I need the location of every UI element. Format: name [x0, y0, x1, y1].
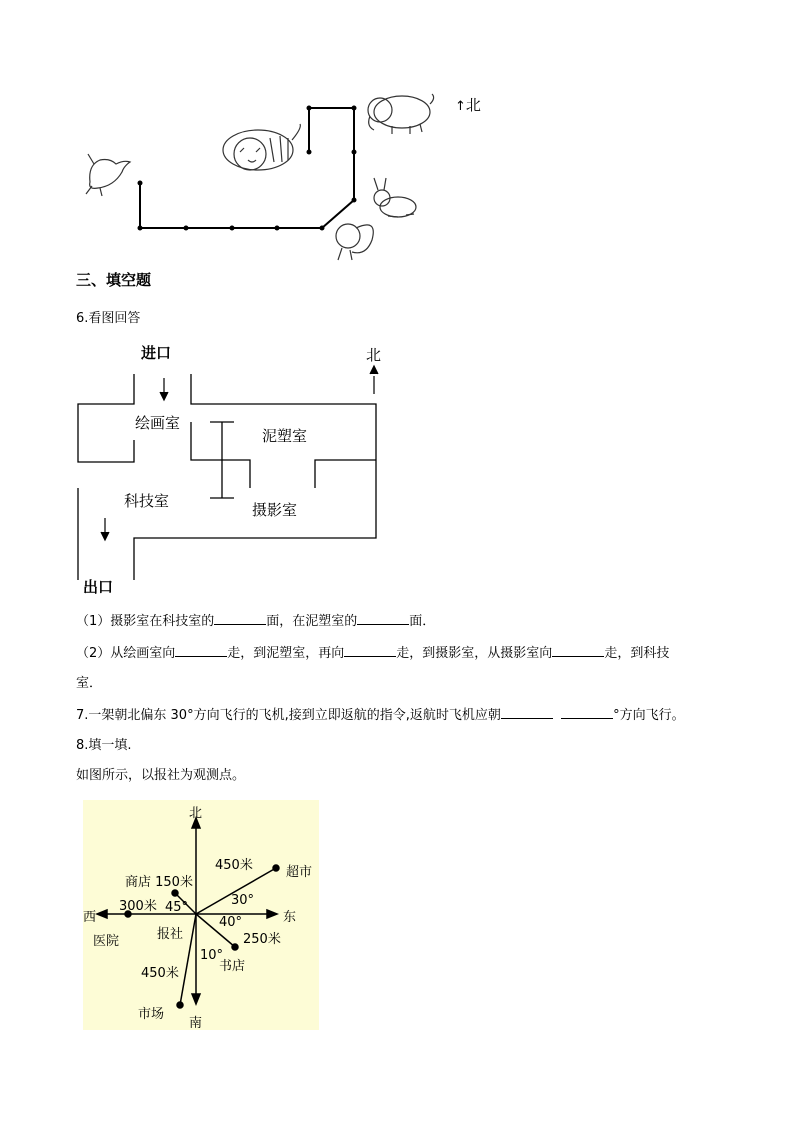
map-north-label: 北: [366, 346, 382, 364]
section-heading: 三、填空题: [76, 271, 152, 289]
figure1-north: [455, 94, 481, 115]
label-angle-40: 40°: [219, 915, 243, 930]
answer-blank[interactable]: [175, 643, 227, 657]
compass-west: 西: [83, 910, 97, 925]
compass-north: 北: [189, 806, 203, 821]
path-map-figure: [80, 90, 500, 265]
label-bookstore: 书店: [219, 959, 246, 974]
rabbit-drawing: [374, 178, 416, 217]
room-photo: 摄影室: [252, 501, 298, 519]
route-path: [140, 108, 354, 228]
q7: 7.一架朝北偏东 30°方向飞行的飞机,接到立即返航的指令,返航时飞机应朝 °方向飞行。: [76, 705, 685, 725]
north-arrow-icon: ↑: [455, 99, 466, 114]
compass-figure: [83, 800, 319, 1030]
q6-stem: 6.看图回答: [76, 311, 141, 326]
label-angle-45: 45°: [165, 900, 189, 915]
route-points: [138, 106, 357, 231]
room-clay: 泥塑室: [262, 427, 308, 445]
answer-blank[interactable]: [501, 705, 553, 719]
label-angle-30: 30°: [231, 893, 255, 908]
room-painting: 绘画室: [135, 414, 181, 432]
q8-stem: 8.填一填.: [76, 738, 132, 753]
label-dist-supermarket: 450米: [215, 858, 253, 873]
label-supermarket: 超市: [286, 865, 313, 880]
answer-blank[interactable]: [552, 643, 604, 657]
answer-blank[interactable]: [357, 611, 409, 625]
q6-part2-cont: 室．: [76, 676, 103, 691]
label-market: 市场: [138, 1007, 165, 1022]
answer-blank[interactable]: [214, 611, 266, 625]
label-dist-hospital: 300米: [119, 899, 157, 914]
q6-part2: （2）从绘画室向 走，到泥塑室，再向 走，到摄影室，从摄影室向 走，到科技: [76, 643, 669, 663]
answer-blank[interactable]: [344, 643, 396, 657]
label-angle-10: 10°: [200, 948, 224, 963]
label-dist-market: 450米: [141, 966, 179, 981]
q6-part1: （1）摄影室在科技室的 面，在泥塑室的 面．: [76, 611, 435, 631]
label-center: 报社: [157, 927, 184, 942]
room-map-figure: [72, 338, 392, 600]
bird-drawing: [86, 154, 130, 196]
room-tech: 科技室: [124, 492, 170, 510]
room-walls: [78, 374, 376, 580]
answer-blank[interactable]: [561, 705, 613, 719]
label-dist-bookstore: 250米: [243, 932, 281, 947]
direction-arrows: [101, 366, 378, 540]
label-shop: 商店 150米: [125, 875, 193, 890]
tiger-drawing: [223, 124, 300, 170]
q8-intro: 如图所示，以报社为观测点。: [76, 768, 246, 783]
map-entrance-label: 进口: [141, 344, 172, 362]
north-label: 北: [465, 96, 481, 114]
elephant-drawing: [368, 94, 434, 134]
compass-east: 东: [283, 910, 297, 925]
compass-south: 南: [189, 1016, 203, 1031]
label-hospital: 医院: [93, 934, 120, 949]
map-exit-label: 出口: [83, 578, 114, 596]
squirrel-drawing: [336, 224, 373, 260]
